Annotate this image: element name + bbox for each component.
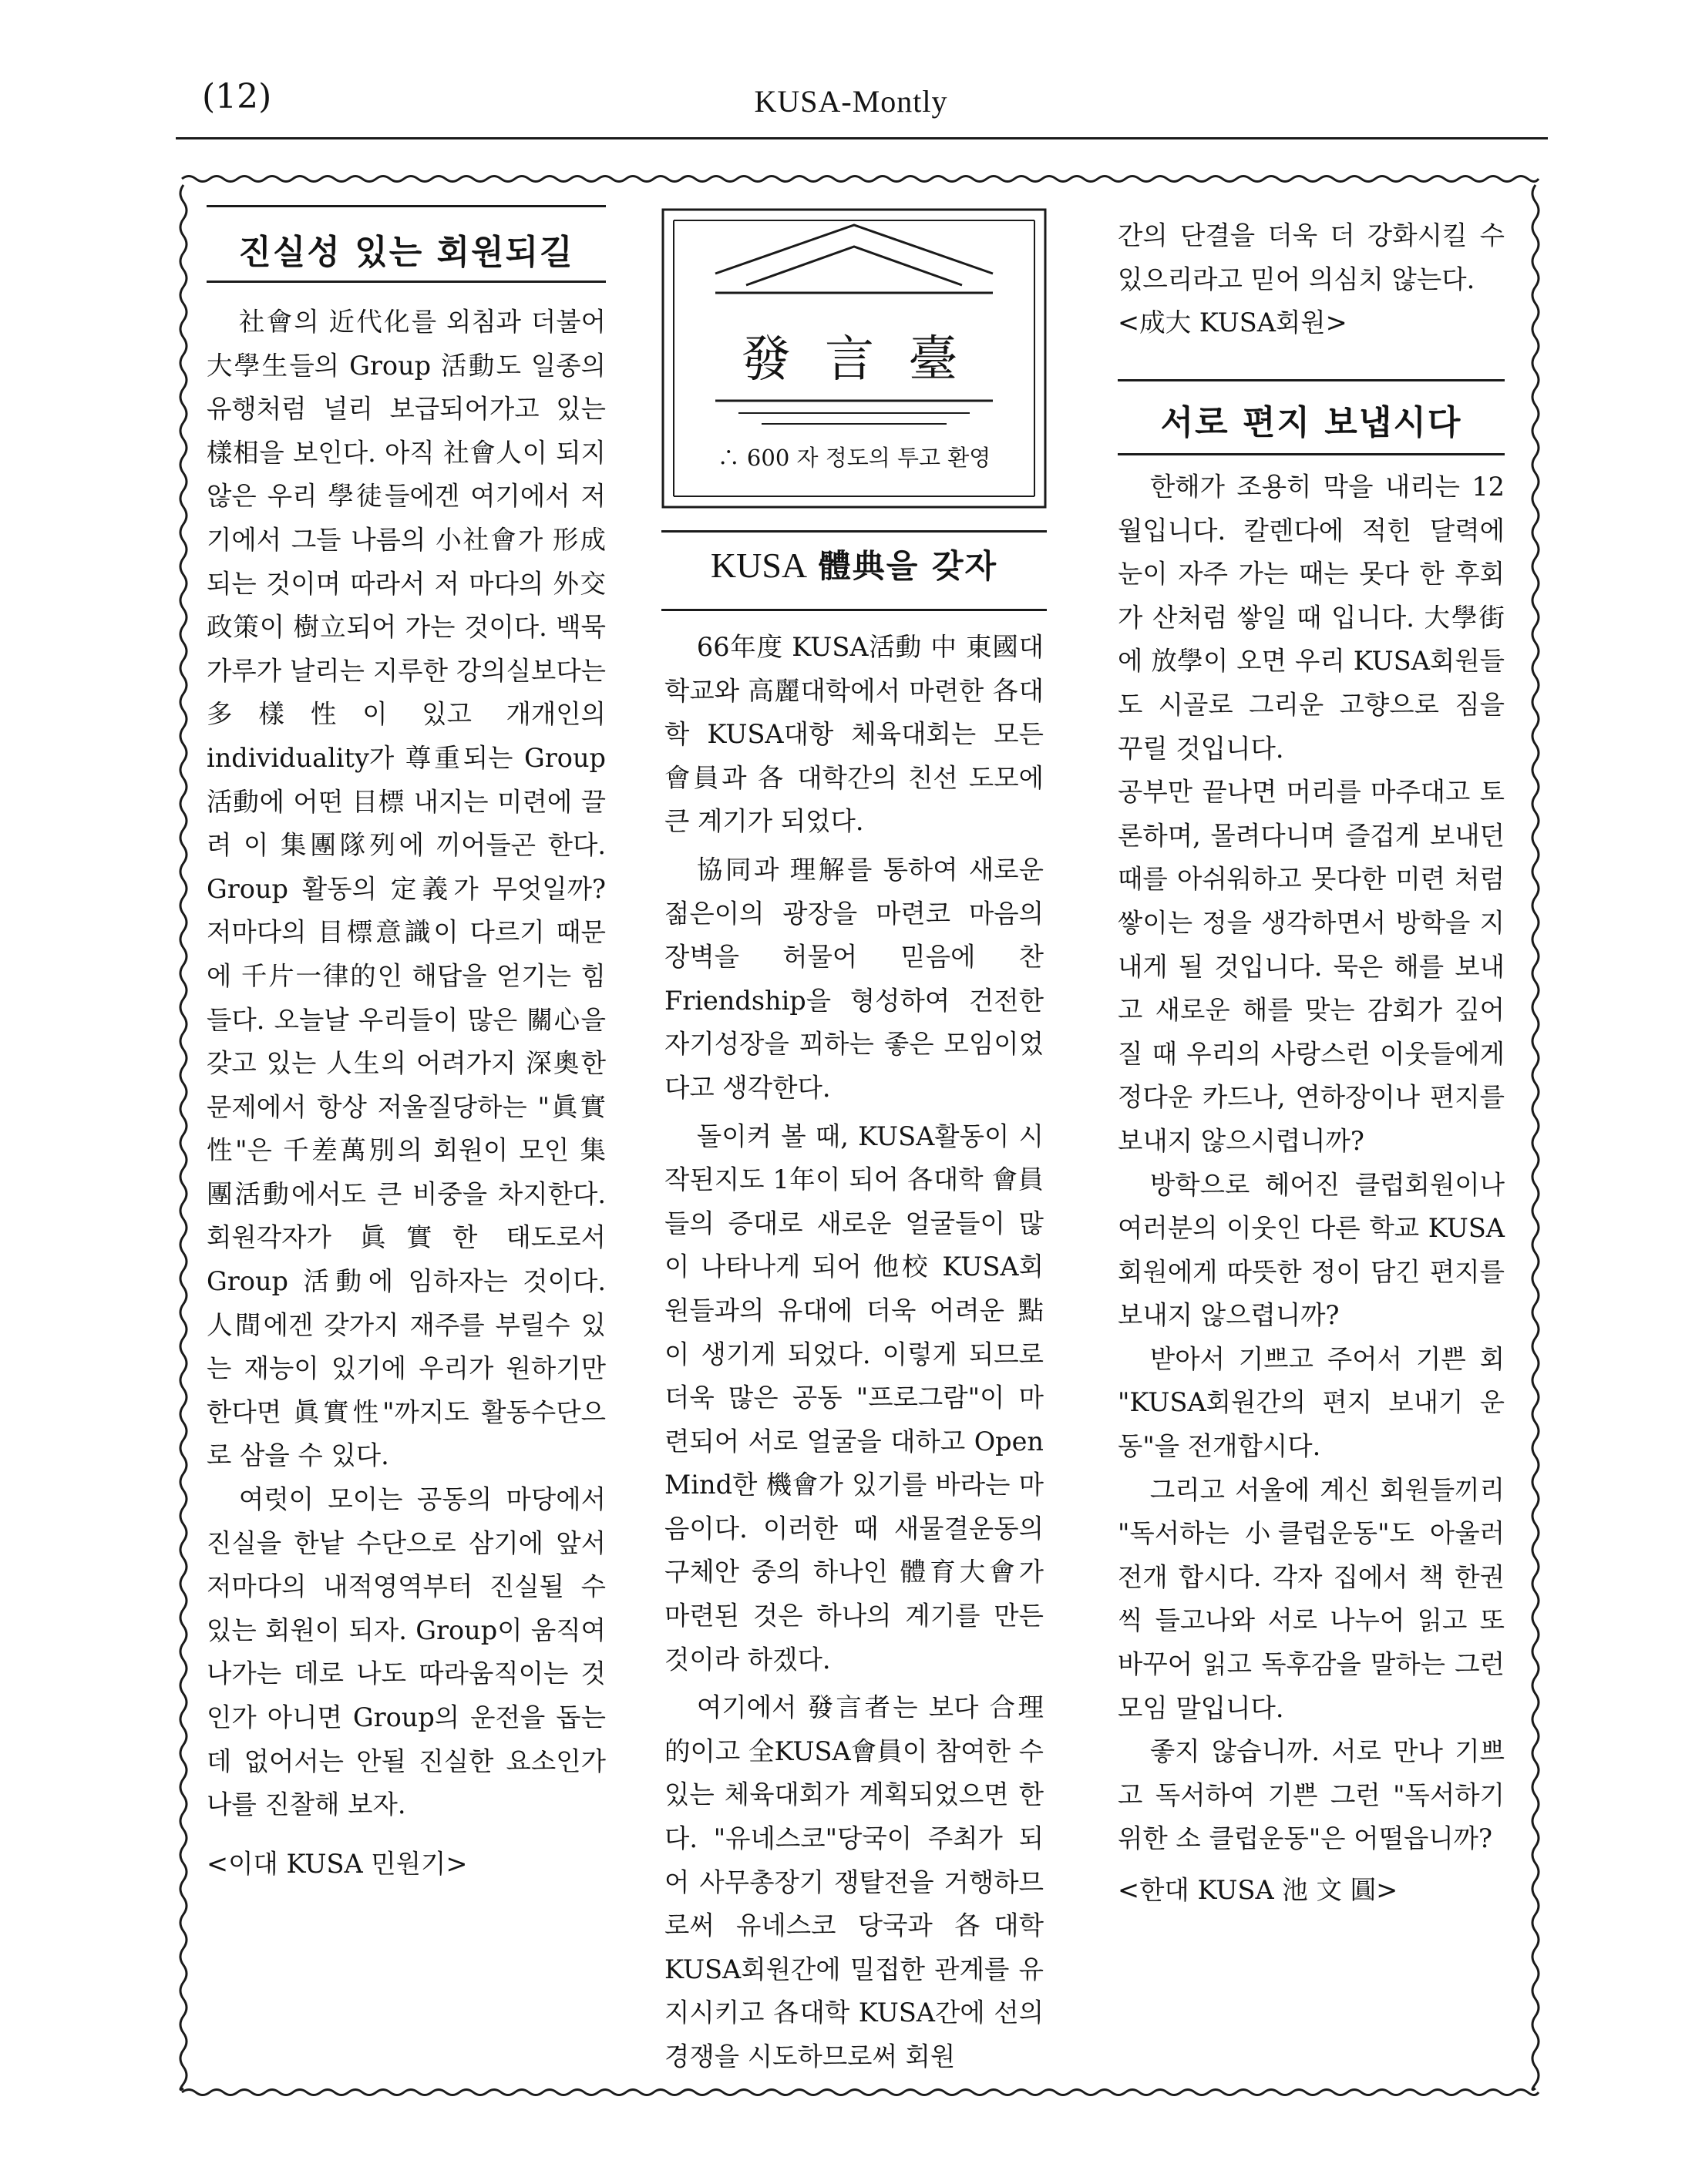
article2-title: 體典을 갖자	[818, 547, 998, 585]
article1-top-rule	[207, 205, 606, 207]
editorial-board-box	[661, 208, 1047, 509]
article2-top-rule	[661, 530, 1047, 533]
article1-body	[207, 301, 606, 1886]
board-note: ∴ 600 자 정도의 투고 환영	[717, 445, 991, 471]
article3-header	[1118, 395, 1505, 444]
wavy-rule-top	[182, 176, 1539, 182]
article1-paragraph: 社會의 近代化를 외침과 더불어 大學生들의 Group 活動도 일종의 유행처럼 널리 보급되어가고 있는 樣相을 보인다. 아직 社會人이 되지 않은 우리 學徒들에겐 여기에서 저기에서 그들 나름의 小社會가 形成되는 것이며 따라서 저 마다의 外交政策이 樹立되어 가는 것이다. 백묵가루가 날리는 지루한 강의실보다는 多樣性이 있고 개개인의 individuality가 尊重되는 Group 活動에 어떤 目標 내지는 미련에 끌려 이 集團隊列에 끼어들곤 한다. Group 활동의 定義가 무엇일까? 저마다의 目標意識이 다르기 때문에 千片一律的인 해답을 얻기는 힘들다. 오늘날 우리들이 많은 關心을 갖고 있는 人生의 어려가지 深奧한 문제에서 항상 저울질당하는 "眞實性"은 千差萬別의 회원이 모인 集團活動에서도 큰 비중을 차지한다. 회원각자가 眞實한 태도로서 Group 活動에 임하자는 것이다. 人間에겐 갖가지 재주를 부릴수 있는 재능이 있기에 우리가 원하기만 한다면 眞實性"까지도 활동수단으로 삼을 수 있다.	[207, 307, 606, 1471]
article1-signature: <이대 KUSA 민원기>	[207, 1848, 468, 1879]
publication-title: KUSA-Montly	[754, 84, 948, 119]
article1	[207, 220, 606, 274]
article3-paragraph: 그리고 서울에 계신 회원들끼리 "독서하는 小클럽운동"도 아울러 전개 합시다. 각자 집에서 책 한권씩 들고나와 서로 나누어 읽고 또 바꾸어 읽고 독후감을 말하는 그런 모임 말입니다.	[1118, 1474, 1505, 1723]
article3-title: 서로 편지 보냅시다	[1160, 403, 1462, 442]
article3-paragraph: 공부만 끝나면 머리를 마주대고 토론하며, 몰려다니며 즐겁게 보내던 때를 아쉬워하고 못다한 미련 처럼 쌓이는 정을 생각하면서 방학을 지내게 될 것입니다. 묵은 해를 보내고 새로운 해를 맞는 감회가 깊어질 때 우리의 사랑스런 이웃들에게 정다운 카드나, 연하장이나 편지를 보내지 않으시렵니까?	[1118, 777, 1505, 1156]
article3-top-rule	[1118, 379, 1505, 381]
article2-paragraph: 協同과 理解를 통하여 새로운 젊은이의 광장을 마련코 마음의 장벽을 허물어 믿음에 찬 Friendship을 형성하여 건전한 자기성장을 꾀하는 좋은 모임이었다고 생각한다.	[664, 854, 1044, 1103]
article1-title: 진실성 있는 회원되길	[238, 233, 574, 272]
header-rule	[176, 137, 1548, 139]
article3-signature: <한대 KUSA 池 文 圓>	[1118, 1875, 1398, 1905]
article2-paragraph: 66年度 KUSA活動 中 東國대학교와 高麗대학에서 마련한 各대학 KUSA대항 체육대회는 모든 會員과 各 대학간의 친선 도모에 큰 계기가 되었다.	[664, 632, 1044, 837]
article2-signature: <成大 KUSA회원>	[1118, 307, 1347, 338]
article1-title-rule	[207, 281, 606, 283]
column3	[1118, 214, 1505, 345]
article3-paragraph: 받아서 기쁘고 주어서 기쁜 회 "KUSA회원간의 편지 보내기 운동"을 전개합시다.	[1118, 1343, 1505, 1462]
article2-header	[661, 541, 1047, 587]
article3-paragraph: 방학으로 헤어진 클럽회원이나 여러분의 이웃인 다른 학교 KUSA회원에게 따뜻한 정이 담긴 편지를 보내지 않으렵니까?	[1118, 1169, 1505, 1331]
article3-body	[1118, 465, 1505, 1913]
article3-title-rule	[1118, 453, 1505, 455]
article2-title-rule	[661, 609, 1047, 611]
board-title: 發 言 臺	[741, 331, 967, 388]
article2-paragraph: 돌이켜 볼 때, KUSA활동이 시작된지도 1年이 되어 各대학 會員들의 증대로 새로운 얼굴들이 많이 나타나게 되어 他校 KUSA회원들과의 유대에 더욱 어려운 點이 생기게 되었다. 이렇게 되므로 더욱 많은 공동 "프로그람"이 마련되어 서로 얼굴을 대하고 Open Mind한 機會가 있기를 바라는 마음이다. 이러한 때 새물결운동의 구체안 중의 하나인 體育大會가 마련된 것은 하나의 계기를 만든 것이라 하겠다.	[664, 1121, 1044, 1675]
article2-paragraph: 여기에서 發言者는 보다 合理的이고 全KUSA會員이 참여한 수 있는 체육대회가 계획되었으면 한다. "유네스코"당국이 주최가 되어 사무총장기 쟁탈전을 거행하므로써 유네스코 당국과 各대학 KUSA회원간에 밀접한 관계를 유지시키고 各대학 KUSA간에 선의 경쟁을 시도하므로써 회원	[664, 1692, 1044, 2071]
article3-paragraph: 좋지 않습니까. 서로 만나 기쁘고 독서하여 기쁜 그런 "독서하기 위한 소 클럽운동"은 어떨읍니까?	[1118, 1736, 1505, 1854]
wavy-rule-bottom	[182, 2090, 1539, 2095]
article2-body	[664, 626, 1044, 2079]
page-number: (12)	[202, 77, 272, 116]
article1-paragraph: 여럿이 모이는 공동의 마당에서 진실을 한낱 수단으로 삼기에 앞서 저마다의 내적영역부터 진실될 수 있는 회원이 되자. Group이 움직여 나가는 데로 나도 따라움직이는 것인가 아니면 Group의 운전을 돕는데 없어서는 안될 진실한 요소인가 나를 진찰해 보자.	[207, 1484, 606, 1820]
article3-paragraph: 한해가 조용히 막을 내리는 12월입니다. 칼렌다에 적힌 달력에 눈이 자주 가는 때는 못다 한 후회가 산처럼 쌓일 때 입니다. 大學街에 放學이 오면 우리 KUSA회원들도 시골로 그리운 고향으로 짐을 꾸릴 것입니다.	[1118, 472, 1505, 764]
article2-continuation: 간의 단결을 더욱 더 강화시킬 수 있으리라고 믿어 의심치 않는다.	[1118, 220, 1505, 294]
wavy-rule-right	[1532, 185, 1539, 2090]
wavy-rule-left	[180, 185, 187, 2090]
article2-title-latin: KUSA	[710, 546, 808, 585]
